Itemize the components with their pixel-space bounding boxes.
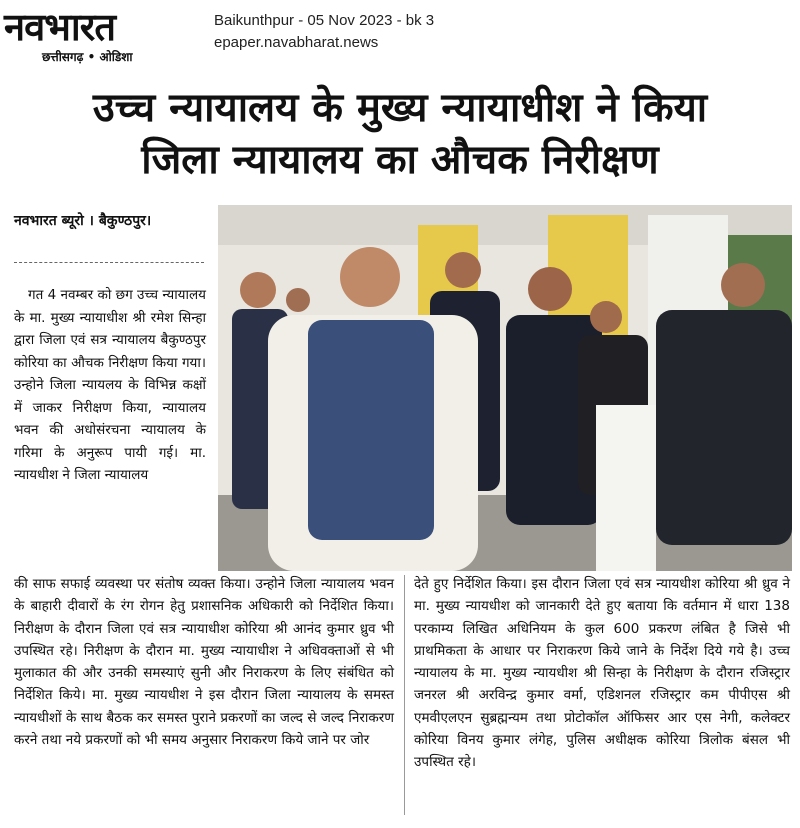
article-column-1 [14,284,206,487]
headline-line-1: उच्च न्यायालय के मुख्य न्यायाधीश ने किया [92,85,708,131]
headline-line-2: जिला न्यायालय का औचक निरीक्षण [141,137,659,183]
article-column-2 [14,573,394,751]
column-3-text: देते हुए निर्देशित किया। इस दौरान जिला एवं सत्र न्यायधीश कोरिया श्री ध्रुव ने मा. मुख्य न्यायधीश को जानकारी देते हुए बताया कि वर्तमान में धारा 138 परकाम्य लिखित अधिनियम के कुल 600 प्रकरण लंबित है जिसे भी प्राथमिकता के आधार पर निराकरण किये जाने के निर्देश दिये गये है। उच्च न्यायालय के मा. मुख्य न्यायधीश श्री सिन्हा के निरीक्षण के दौरान रजिस्ट्रार जनरल श्री अरविन्द्र कुमार वर्मा, एडिशनल रजिस्ट्रार कम पीपीएस श्री एमवीएलएन सुब्रह्मन्यम तथा प्रोटोकॉल ऑफिसर आर एस नेगी, कलेक्टर कोरिया विनय कुमार लंगेह, पुलिस अधीक्षक कोरिया त्रिलोक बंसल भी उपस्थित रहे। [414,576,790,771]
article-headline [0,82,800,186]
logo-text: नवभारत [4,4,115,49]
column-1-text: गत 4 नवम्बर को छग उच्च न्यायालय के मा. मुख्य न्यायाधीश श्री रमेश सिन्हा द्वारा जिला एवं सत्र न्यायालय बैकुण्ठपुर कोरिया का औचक निरीक्षण किया गया। उन्होने जिला न्यायलय के विभिन्न कक्षों में जाकर निरीक्षण किया, न्यायालय भवन की अधोसंरचना न्यायालय के गरिमा के अनुरूप पायी गई। मा. न्यायधीश ने जिला न्यायालय [14,287,206,483]
article-photo[interactable] [218,205,792,571]
logo-subtext: छत्तीसगढ़ • ओडिशा [42,50,133,64]
site-link[interactable]: epaper.navabharat.news [214,34,379,51]
byline: नवभारत ब्यूरो । बैकुण्ठपुर। [14,213,152,229]
newspaper-logo[interactable] [4,6,196,64]
edition-line: Baikunthpur - 05 Nov 2023 - bk 3 [214,12,435,29]
masthead [0,0,800,70]
byline-divider [14,262,204,263]
column-2-text: की साफ सफाई व्यवस्था पर संतोष व्यक्त किया। उन्होने जिला न्यायालय भवन के बाहारी दीवारों के रंग रोगन हेतु प्रशासनिक अधिकारी को निर्देशित किया। निरीक्षण के दौरान जिला एवं सत्र न्यायाधीश कोरिया श्री आनंद कुमार ध्रुव भी उपस्थित रहे। निरीक्षण के दौरान मा. मुख्य न्यायाधीश ने अधिवक्ताओं से भी मुलाकात की और उनकी समस्याएं सुनी और निराकरण के लिए संबंधित को निर्देशित किये। मा. मुख्य न्यायधीश ने इस दौरान जिला न्यायालय के समस्त न्यायधीशों के साथ बैठक कर समस्त पुराने प्रकरणों का जल्द से जल्द निराकरण करने तथा नये प्रकरणों को भी समय अनुसार निराकरण किये जाने पर जोर [14,576,394,749]
column-divider [404,575,405,815]
edition-meta [214,10,434,54]
article-column-3 [414,573,790,774]
photo-illustration [218,205,792,571]
